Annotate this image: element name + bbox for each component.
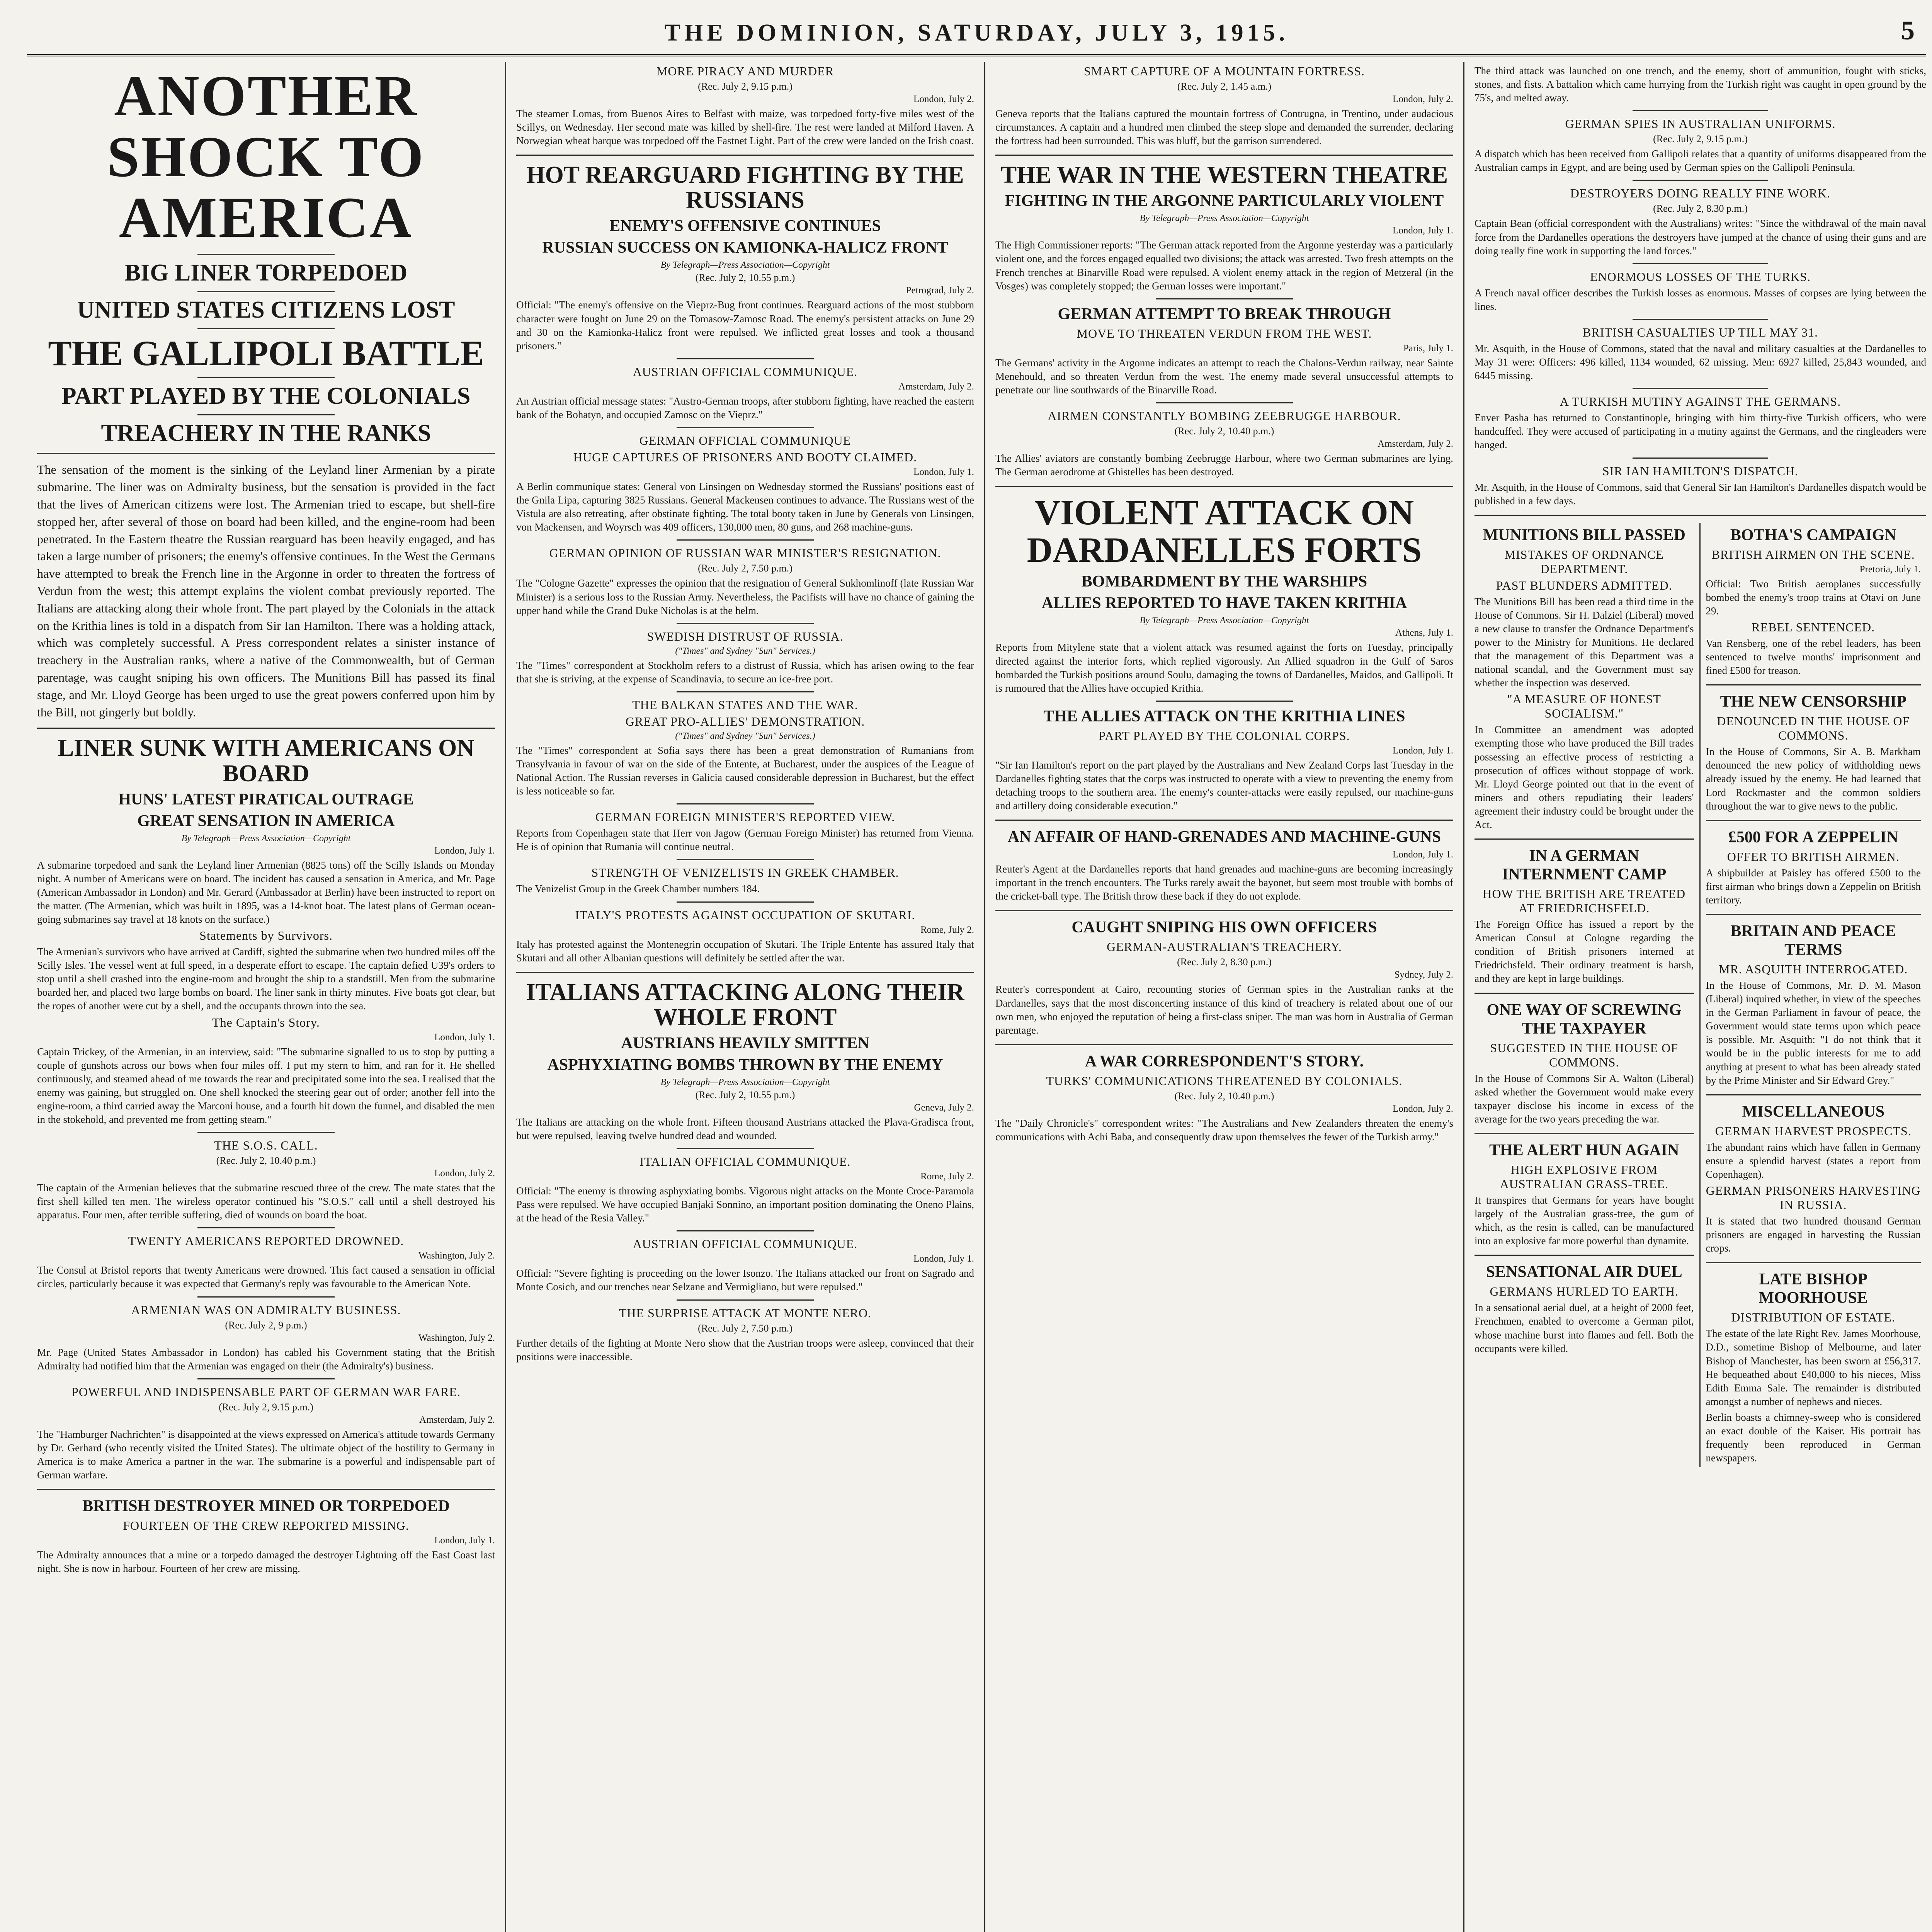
section-headline: A WAR CORRESPONDENT'S STORY. <box>1085 1052 1364 1070</box>
section-headline: BOTHA'S CAMPAIGN <box>1730 526 1896 544</box>
section-headline: BRITAIN AND PEACE TERMS <box>1730 922 1896 959</box>
divider <box>37 1489 495 1490</box>
credit-line: ("Times" and Sydney "Sun" Services.) <box>675 646 815 656</box>
section-subhead: AUSTRIAN OFFICIAL COMMUNIQUE. <box>633 1237 858 1251</box>
divider <box>516 972 974 973</box>
columns <box>27 62 1926 1932</box>
divider <box>197 414 335 415</box>
section-subhead: MISTAKES OF ORDNANCE DEPARTMENT. <box>1504 547 1664 576</box>
section-subhead: ITALY'S PROTESTS AGAINST OCCUPATION OF SKUTARI. <box>575 908 915 922</box>
divider <box>1706 820 1921 821</box>
divider <box>1633 388 1768 389</box>
liner-headline: LINER SUNK WITH AMERICANS ON BOARD <box>58 735 474 787</box>
section-subhead: FIGHTING IN THE ARGONNE PARTICULARLY VIOLENT <box>1005 192 1444 210</box>
received-date: (Rec. July 2, 1.45 a.m.) <box>1177 81 1272 92</box>
divider <box>1475 1133 1694 1134</box>
article-body: Mr. Asquith, in the House of Commons, said that General Sir Ian Hamilton's Dardanelles dispatch would be published in a few days. <box>1475 481 1926 507</box>
credit-line: By Telegraph—Press Association—Copyright <box>1139 616 1309 626</box>
divider <box>1475 993 1694 994</box>
dateline: Amsterdam, July 2. <box>898 381 974 392</box>
received-date: (Rec. July 2, 10.40 p.m.) <box>1174 1090 1274 1102</box>
section-subhead: ENORMOUS LOSSES OF THE TURKS. <box>1590 269 1811 284</box>
article-body: The captain of the Armenian believes that the submarine rescued three of the crew. The mate states that the first shell killed ten men. The wireless operator continued his "S.O.S." call until a shell destroyed his apparatus. Four men, after terrible suffering, died of wounds on board the boat. <box>37 1182 495 1221</box>
credit-line: By Telegraph—Press Association—Copyright <box>660 260 830 270</box>
divider <box>1475 1255 1694 1256</box>
section-subhead: GERMAN-AUSTRALIAN'S TREACHERY. <box>1107 940 1342 954</box>
section-headline: THE ALERT HUN AGAIN <box>1489 1141 1679 1159</box>
dateline: London, July 1. <box>913 1253 974 1264</box>
divider <box>197 377 335 378</box>
divider <box>197 1296 335 1298</box>
section-subhead: HOW THE BRITISH ARE TREATED AT FRIEDRICHSFELD. <box>1483 887 1686 915</box>
divider <box>677 803 814 804</box>
section-subhead: SIR IAN HAMILTON'S DISPATCH. <box>1602 464 1799 478</box>
section-headline: IN A GERMAN INTERNMENT CAMP <box>1502 847 1667 884</box>
section-subhead: AUSTRIAN OFFICIAL COMMUNIQUE. <box>633 364 858 379</box>
section-subhead: HIGH EXPLOSIVE FROM AUSTRALIAN GRASS-TREE. <box>1500 1162 1668 1191</box>
article-body: A submarine torpedoed and sank the Leyland liner Armenian (8825 tons) off the Scilly Islands on Monday night. A number of Americans were on board. The incident has caused a sensation in America, and Mr. Page (American Ambassador in London) and Mr. Gerard (Ambassador at Berlin) have been instructed to report on the matter. (The Armenian, which was built in 1895, was a 14-knot boat. The latest plans of German ocean-going submarines say travel at 18 knots on the surface.) <box>37 859 495 925</box>
dateline: London, July 2. <box>1393 94 1453 104</box>
dateline: Washington, July 2. <box>418 1250 495 1261</box>
section-headline: LATE BISHOP MOORHOUSE <box>1759 1270 1868 1307</box>
article-body: The Munitions Bill has been read a third time in the House of Commons. Sir H. Dalziel (Liberal) moved a new clause to transfer the Ordnance Department's power to the Ministry for Munitions. He declared that the management of this Department was a national scandal, and the Government must say whether the inspection was deserved. <box>1475 595 1694 689</box>
section-subhead: SWEDISH DISTRUST OF RUSSIA. <box>647 629 844 643</box>
section-headline: BRITISH DESTROYER MINED OR TORPEDOED <box>82 1497 450 1515</box>
article-body: Official: "The enemy is throwing asphyxiating bombs. Vigorous night attacks on the Monte Croce-Paramola Pass were repulsed. We have occupied Banjaki Sonnino, an important position dominating the Oneno Plains, at the head of the Resia Valley." <box>516 1185 974 1224</box>
received-date: (Rec. July 2, 7.50 p.m.) <box>698 563 793 574</box>
section-subhead: BRITISH AIRMEN ON THE SCENE. <box>1711 547 1915 561</box>
article-body: The Venizelist Group in the Greek Chamber numbers 184. <box>516 883 760 895</box>
headline-another-shock: ANOTHER SHOCK TO AMERICA <box>107 64 425 250</box>
section-subhead: MOVE TO THREATEN VERDUN FROM THE WEST. <box>1077 326 1372 340</box>
divider <box>1633 263 1768 264</box>
divider <box>1706 1262 1921 1263</box>
divider <box>516 155 974 156</box>
column-3 <box>985 62 1464 1932</box>
dateline: London, July 1. <box>434 845 495 856</box>
dateline: London, July 2. <box>434 1168 495 1179</box>
section-subhead: OFFER TO BRITISH AIRMEN. <box>1727 849 1900 864</box>
article-body: Official: "Severe fighting is proceeding on the lower Isonzo. The Italians attacked our front on Sagrado and Monte Cosich, and our trenches near Selzane and Vermigliano, but were repulsed." <box>516 1267 974 1293</box>
section-subhead: GERMAN OPINION OF RUSSIAN WAR MINISTER'S RESIGNATION. <box>549 546 941 560</box>
divider <box>677 623 814 624</box>
section-subhead: RUSSIAN SUCCESS ON KAMIONKA-HALICZ FRONT <box>542 239 948 257</box>
section-headline: ONE WAY OF SCREWING THE TAXPAYER <box>1486 1001 1682 1037</box>
article-body: The "Times" correspondent at Stockholm refers to a distrust of Russia, which has arisen owing to the fear that she is striving, at the expense of Scandinavia, to secure an ice-free port. <box>516 659 974 685</box>
dateline: London, July 1. <box>434 1535 495 1546</box>
divider <box>677 1148 814 1149</box>
received-date: (Rec. July 2, 10.55 p.m.) <box>695 1089 795 1100</box>
dateline: Petrograd, July 2. <box>906 285 974 296</box>
article-body: In Committee an amendment was adopted exempting those who have produced the Bill trades possessing an effective process of restricting a prosecution of offices without stoppage of work. Mr. Lloyd George pointed out that in the event of miners and others repudiating their leaders' agreement their industry could be brought under the Act. <box>1475 724 1694 830</box>
headline-gallipoli: THE GALLIPOLI BATTLE <box>48 333 484 373</box>
headline-us-citizens: UNITED STATES CITIZENS LOST <box>77 296 455 323</box>
article-body: It transpires that Germans for years have bought largely of the Australian grass-tree, the gum of which, as the resin is called, can be manufactured into an explosive far more powerful than dynamite. <box>1475 1194 1694 1247</box>
sub-column-right <box>1701 523 1927 1468</box>
section-subhead: GERMAN HARVEST PROSPECTS. <box>1715 1124 1912 1138</box>
section-headline: MISCELLANEOUS <box>1742 1102 1885 1121</box>
section-subhead: THE S.O.S. CALL. <box>214 1138 318 1153</box>
article-body: The Foreign Office has issued a report by the American Consul at Cologne regarding the condition of British prisoners interned at Friedrichsfeld. Their ordinary treatment is harsh, and they are kept in large buildings. <box>1475 918 1694 985</box>
section-subhead: PART PLAYED BY THE COLONIAL CORPS. <box>1099 728 1350 743</box>
article-body: Mr. Page (United States Ambassador in London) has cabled his Government stating that the British Admiralty had notified him that the Armenian was engaged on their (the Admiralty's) business. <box>37 1346 495 1372</box>
divider <box>995 1044 1453 1045</box>
section-subhead: SMART CAPTURE OF A MOUNTAIN FORTRESS. <box>1083 64 1365 78</box>
section-subhead: FOURTEEN OF THE CREW REPORTED MISSING. <box>123 1519 409 1533</box>
credit-line: ("Times" and Sydney "Sun" Services.) <box>675 731 815 741</box>
section-subhead: GERMAN OFFICIAL COMMUNIQUE <box>639 434 851 448</box>
dateline: Paris, July 1. <box>1403 343 1453 354</box>
article-body: A dispatch which has been received from Gallipoli relates that a quantity of uniforms disappeared from the Australian camps in Egypt, and are being used by German spies on the Gallipoli Peninsula. <box>1475 148 1926 173</box>
masthead <box>27 12 1926 56</box>
section-subhead: SUGGESTED IN THE HOUSE OF COMMONS. <box>1490 1041 1679 1069</box>
dateline: London, July 1. <box>1393 225 1453 236</box>
article-body: In a sensational aerial duel, at a height of 2000 feet, Frenchmen, enabled to overcome a German pilot, whose machine burst into flames and fell. Both the occupants were killed. <box>1475 1302 1694 1354</box>
divider <box>1633 457 1768 459</box>
section-headline: ITALIANS ATTACKING ALONG THEIR WHOLE FRONT <box>526 979 964 1031</box>
dateline: London, July 2. <box>1393 1103 1453 1114</box>
divider <box>37 453 495 454</box>
section-subhead: "A MEASURE OF HONEST SOCIALISM." <box>1507 692 1661 721</box>
section-subhead: THE ALLIES ATTACK ON THE KRITHIA LINES <box>1043 707 1405 725</box>
divider <box>1633 319 1768 320</box>
divider <box>1706 684 1921 685</box>
divider <box>677 539 814 541</box>
headline-treachery: TREACHERY IN THE RANKS <box>101 420 431 447</box>
divider <box>37 728 495 729</box>
article-body: Mr. Asquith, in the House of Commons, stated that the naval and military casualties at the Dardanelles to May 31 were: Officers: 496 killed, 1134 wounded, 62 missing. Men: 6927 killed, 25,843 wounded, and 6445 missing. <box>1475 342 1926 382</box>
section-subhead: Statements by Survivors. <box>199 929 333 943</box>
divider <box>677 691 814 692</box>
column-4 <box>1464 62 1926 1932</box>
article-body: Italy has protested against the Montenegrin occupation of Skutari. The Triple Entente has assured Italy that Skutari and all other Albanian questions will definitely be settled after the war. <box>516 938 974 964</box>
article-body: A shipbuilder at Paisley has offered £500 to the first airman who brings down a Zeppelin on British territory. <box>1706 867 1921 906</box>
article-body: Reports from Mitylene state that a violent attack was resumed against the forts on Tuesday, principally directed against the interior forts, which replied vigorously. An Allied squadron in the Gulf of Saros bombarded the Turkish positions around Soulu, damaging the towns of Dardanelles, Maidos, and Gallipoli. It is rumoured that the Allies have occupied Krithia. <box>995 641 1453 694</box>
dateline: London, July 1. <box>913 467 974 478</box>
section-subhead: TURKS' COMMUNICATIONS THREATENED BY COLONIALS. <box>1046 1073 1403 1088</box>
dateline: Amsterdam, July 2. <box>1378 439 1453 449</box>
article-body: The "Times" correspondent at Sofia says there has been a great demonstration of Rumanians from Transylvania in favour of war on the side of the Entente, at Bucharest, under the auspices of the League of National Action. The Russian reverses in Galicia caused considerable depression in Bucharest, but the effect is less noticeable so far. <box>516 744 974 797</box>
received-date: (Rec. July 2, 9.15 p.m.) <box>1653 133 1748 145</box>
section-subhead: AIRMEN CONSTANTLY BOMBING ZEEBRUGGE HARBOUR. <box>1048 409 1401 423</box>
dateline: Athens, July 1. <box>1395 628 1453 638</box>
article-body: Van Rensberg, one of the rebel leaders, has been sentenced to twelve months' imprisonment and fined £500 for treason. <box>1706 637 1921 677</box>
headline-colonials: PART PLAYED BY THE COLONIALS <box>61 383 471 410</box>
section-headline: THE NEW CENSORSHIP <box>1720 693 1906 711</box>
dateline: Rome, July 2. <box>920 1171 974 1182</box>
article-body: In the House of Commons, Sir A. B. Markham denounced the new policy of withholding news already issued by the enemy. He had learned that Lord Rockmaster and the common soldiers throughout the war to give news to the public. <box>1706 746 1921 812</box>
divider <box>1706 914 1921 915</box>
article-body: In the House of Commons, Mr. D. M. Mason (Liberal) inquired whether, in view of the speeches in the German Parliament in favour of peace, the Government would state terms upon which peace is possible. Mr. Asquith: "I do not think that it would be in the public interests for me to add anything at present to what has been already stated by the Prime Minister and Sir Edward Grey." <box>1706 980 1921 1086</box>
section-subhead: ARMENIAN WAS ON ADMIRALTY BUSINESS. <box>131 1303 401 1317</box>
divider <box>677 1299 814 1301</box>
section-subhead: GERMAN SPIES IN AUSTRALIAN UNIFORMS. <box>1565 117 1836 131</box>
section-headline: AN AFFAIR OF HAND-GRENADES AND MACHINE-GUNS <box>1007 828 1441 846</box>
section-subhead: PAST BLUNDERS ADMITTED. <box>1496 578 1672 592</box>
divider <box>677 1230 814 1231</box>
received-date: (Rec. July 2, 8.30 p.m.) <box>1177 956 1272 968</box>
article-body: Official: "The enemy's offensive on the Vieprz-Bug front continues. Rearguard actions of the most stubborn character were fought on June 29 on the Tomasow-Zamosc Road. The enemy's persistent attacks on June 29 and 30 on the Kamionka-Halicz front were repulsed. We inflicted great losses and took a thousand prisoners." <box>516 299 974 352</box>
received-date: (Rec. July 2, 9.15 p.m.) <box>698 81 793 92</box>
divider <box>995 486 1453 487</box>
liner-subhead: HUNS' LATEST PIRATICAL OUTRAGE <box>118 790 414 808</box>
section-subhead: GREAT PRO-ALLIES' DEMONSTRATION. <box>625 714 865 728</box>
article-body: The Germans' activity in the Argonne indicates an attempt to reach the Chalons-Verdun railway, near Sainte Menehould, and so threaten Verdun from the west. The enemy made several unsuccessful attempts to penetrate our line southwards of the Binarville Road. <box>995 357 1453 396</box>
received-date: (Rec. July 2, 9.15 p.m.) <box>219 1401 313 1413</box>
section-subhead: HUGE CAPTURES OF PRISONERS AND BOOTY CLAIMED. <box>573 450 917 464</box>
section-subhead: GERMANS HURLED TO EARTH. <box>1490 1284 1679 1299</box>
credit-line: By Telegraph—Press Association—Copyright <box>1139 213 1309 224</box>
divider <box>197 328 335 329</box>
article-body: Reports from Copenhagen state that Herr von Jagow (German Foreign Minister) has returned from Vienna. He is of opinion that Rumania will continue neutral. <box>516 827 974 853</box>
divider <box>197 254 335 255</box>
divider <box>1475 838 1694 840</box>
section-subhead: TWENTY AMERICANS REPORTED DROWNED. <box>128 1234 404 1248</box>
sub-column-left <box>1475 523 1701 1468</box>
article-body: The third attack was launched on one trench, and the enemy, short of ammunition, fought with sticks, stones, and fists. A battalion which came hurrying from the Turkish right was caught in open ground by the 75's, and melted away. <box>1475 65 1926 104</box>
section-subhead: BRITISH CASUALTIES UP TILL MAY 31. <box>1583 325 1818 339</box>
divider <box>1475 515 1926 516</box>
section-subhead: THE SURPRISE ATTACK AT MONTE NERO. <box>619 1306 872 1320</box>
section-subhead: THE BALKAN STATES AND THE WAR. <box>632 697 858 712</box>
section-subhead: REBEL SENTENCED. <box>1752 620 1875 634</box>
divider <box>677 358 814 359</box>
section-headline: THE WAR IN THE WESTERN THEATRE <box>1000 162 1448 189</box>
received-date: (Rec. July 2, 7.50 p.m.) <box>698 1322 793 1334</box>
section-subhead: The Captain's Story. <box>212 1015 320 1029</box>
section-subhead: ENEMY'S OFFENSIVE CONTINUES <box>609 217 881 235</box>
article-body: The estate of the late Right Rev. James Moorhouse, D.D., sometime Bishop of Melbourne, and later Bishop of Manchester, has been sworn at £56,317. He bequeathed about £40,000 to his nieces, Miss Edith Emma Sale. The remainder is distributed amongst a number of nephews and nieces. <box>1706 1328 1921 1407</box>
article-body: An Austrian official message states: "Austro-German troops, after stubborn fighting, have reached the eastern bank of the Bohatyn, and occupied Zamosc on the Vieprz." <box>516 395 974 420</box>
article-body: The Allies' aviators are constantly bombing Zeebrugge Harbour, where two German submarines are lying. The German aerodrome at Ghistelles has been destroyed. <box>995 452 1453 478</box>
section-headline: MUNITIONS BILL PASSED <box>1483 526 1685 544</box>
column-1 <box>27 62 506 1932</box>
lead-summary: The sensation of the moment is the sinking of the Leyland liner Armenian by a pirate submarine. The liner was on Admiralty business, but the sensation is provided in the fact that the lives of American citizens were lost. The Armenian tried to escape, but shell-fire stopped her, after several of those on board had been killed, and the engine-room had been penetrated. In the Eastern theatre the Russian rearguard has been heavily engaged, and has taken a large number of prisoners; the enemy's offensive continues. In the West the Germans have attempted to break the French line in the Argonne in order to threaten the fortress of Verdun from the west; this attempt explains the violent combat previously reported. The Italians are attacking along their whole front. The part played by the Colonials in the attack on the Krithia lines is told in a dispatch from Sir Ian Hamilton. There was a holding attack, which was completely successful. A Press correspondent relates a sinister instance of treachery in the Australian ranks, where a native of the Commonwealth, but of German parentage, was caught sniping his own officers. The Munitions Bill has passed its final stage, and Mr. Lloyd George has been urged to use the great powers conferred upon him by the Bill, not gingerly but boldly. <box>37 463 495 719</box>
article-body: The "Hamburger Nachrichten" is disappointed at the views expressed on America's attitude towards Germany by Dr. Gerhard (who recently visited the United States). The ultimate object of the hostility to Germany in America is to make America a partner in the war. The submarine is a powerful and indispensable part of German warfare. <box>37 1428 495 1481</box>
section-headline: SENSATIONAL AIR DUEL <box>1486 1263 1682 1281</box>
dateline: Pretoria, July 1. <box>1859 564 1921 575</box>
divider <box>677 901 814 903</box>
divider <box>197 1132 335 1133</box>
section-subhead: DENOUNCED IN THE HOUSE OF COMMONS. <box>1717 714 1910 743</box>
credit-line: By Telegraph—Press Association—Copyright <box>660 1077 830 1087</box>
article-body: Official: Two British aeroplanes successfully bombed the enemy's troop trains at Otavi on June 29. <box>1706 578 1921 617</box>
column-2 <box>506 62 985 1932</box>
section-subhead: STRENGTH OF VENIZELISTS IN GREEK CHAMBER. <box>591 866 899 880</box>
dateline: London, July 1. <box>434 1032 495 1043</box>
divider <box>1706 1094 1921 1095</box>
article-body: Captain Trickey, of the Armenian, in an interview, said: "The submarine signalled to us to stop by putting a couple of gunshots across our bows when four miles off. I put my stern to him, and ran for it. He shelled continuously, and steamed ahead of me towards the rear and precipitated some into the sea. I realised that the enemy was gaining, but struggled on. One shell knocked the steering gear out of order; another fell into the engine-room, a third carried away the Marconi house, and a fourth hit down the funnel, and disabled the men in the stokehold, and prevented me from getting steam." <box>37 1046 495 1126</box>
dateline: London, July 1. <box>1393 745 1453 756</box>
dateline: Rome, July 2. <box>920 924 974 935</box>
divider <box>197 1227 335 1228</box>
divider <box>1156 402 1293 403</box>
divider <box>1633 110 1768 111</box>
section-subhead: POWERFUL AND INDISPENSABLE PART OF GERMAN WAR FARE. <box>71 1384 461 1399</box>
article-body: A Berlin communique states: General von Linsingen on Wednesday stormed the Russians' positions east of the Gnila Lipa, capturing 3825 Russians. General Mackensen continues to advance. The Russians west of the Vistula are also retreating, after obstinate fighting. The total booty taken in June by Generals von Linsingen, von Mackensen, and Woyrsch was 409 officers, 130,000 men, 80 guns, and 268 machine-guns. <box>516 481 974 533</box>
page-number: 5 <box>1901 16 1918 46</box>
section-subhead: A TURKISH MUTINY AGAINST THE GERMANS. <box>1560 395 1841 409</box>
divider <box>1633 180 1768 181</box>
article-body: The "Daily Chronicle's" correspondent writes: "The Australians and New Zealanders threaten the enemy's communications with Achi Baba, and consequently draw upon themselves the fewer of the Turkish army." <box>995 1117 1453 1143</box>
section-subhead: BOMBARDMENT BY THE WARSHIPS <box>1081 573 1367 591</box>
article-body: The abundant rains which have fallen in Germany ensure a splendid harvest (states a report from Copenhagen). <box>1706 1141 1921 1180</box>
divider <box>1156 298 1293 299</box>
article-body: Reuter's Agent at the Dardanelles reports that hand grenades and machine-guns are becoming increasingly important in the trench encounters. The Turks rarely await the bayonet, but seem most trouble with bombs of the cricket-ball type. The British throw these back if they do not explode. <box>995 863 1453 902</box>
article-body: The Italians are attacking on the whole front. Fifteen thousand Austrians attacked the Plava-Gradisca front, but were repulsed, leaving twelve hundred dead and wounded. <box>516 1116 974 1141</box>
received-date: (Rec. July 2, 10.40 p.m.) <box>1174 425 1274 437</box>
article-body: The Consul at Bristol reports that twenty Americans were drowned. This fact caused a sensation in official circles, particularly because it was expected that Germany's reply was favourable to the American Note. <box>37 1264 495 1290</box>
article-body: A French naval officer describes the Turkish losses as enormous. Masses of corpses are lying between the lines. <box>1475 287 1926 312</box>
section-subhead: ALLIES REPORTED TO HAVE TAKEN KRITHIA <box>1041 594 1407 612</box>
section-subhead: MORE PIRACY AND MURDER <box>656 64 834 78</box>
received-date: (Rec. July 2, 10.55 p.m.) <box>695 272 795 284</box>
dateline: Sydney, July 2. <box>1394 969 1453 980</box>
section-subhead: ASPHYXIATING BOMBS THROWN BY THE ENEMY <box>547 1056 943 1074</box>
divider <box>677 427 814 428</box>
section-subhead: GERMAN FOREIGN MINISTER'S REPORTED VIEW. <box>595 810 895 824</box>
section-headline: CAUGHT SNIPING HIS OWN OFFICERS <box>1071 918 1377 937</box>
article-body: Enver Pasha has returned to Constantinople, bringing with him thirty-five Turkish officers, who were handcuffed. They were accused of participating in a mutiny against the Germans, and the ringleaders were hanged. <box>1475 412 1926 451</box>
section-headline: VIOLENT ATTACK ON DARDANELLES FORTS <box>1027 493 1422 570</box>
divider <box>677 859 814 860</box>
dateline: London, July 1. <box>1393 849 1453 860</box>
section-subhead: AUSTRIANS HEAVILY SMITTEN <box>621 1034 869 1052</box>
article-body: Further details of the fighting at Monte Nero show that the Austrian troops were asleep, convinced that their positions were inaccessible. <box>516 1337 974 1362</box>
divider <box>1156 701 1293 702</box>
article-body: Captain Bean (official correspondent with the Australians) writes: "Since the withdrawal of the main naval force from the Dardanelles operations the destroyers have jumped at the chance of using their guns and are doing really fine work in supporting the land forces." <box>1475 218 1926 257</box>
article-body: It is stated that two hundred thousand German prisoners are engaged in harvesting the Russian crops. <box>1706 1215 1921 1254</box>
article-body: The Armenian's survivors who have arrived at Cardiff, sighted the submarine when two hundred miles off the Scilly Isles. The vessel went at full speed, in a desperate effort to escape. The captain defied U39's orders to stop until a shell crashed into the engine-room and brought the ship to a standstill. Men from the submarine boarded her, and placed two large bombs on board. The liner sank in thirty minutes. Five boats got clear, but the ropes of another were cut by a shell, and the occupants thrown into the sea. <box>37 946 495 1012</box>
article-body: Reuter's correspondent at Cairo, recounting stories of German spies in the Australian ranks at the Dardanelles, says that the most disconcerting instance of this kind of treachery is related about one of our own men, who enjoyed the reputation of being a first-class sniper. The man was born in Australia of German parentage. <box>995 983 1453 1036</box>
dateline: London, July 2. <box>913 94 974 104</box>
article-body: Geneva reports that the Italians captured the mountain fortress of Contrugna, in Trentino, under audacious circumstances. A captain and a hundred men climbed the steep slope and demanded the surrender, declaring the fortress had been surrounded. This was bluff, but the garrison surrendered. <box>995 108 1453 147</box>
section-subhead: DESTROYERS DOING REALLY FINE WORK. <box>1570 186 1831 201</box>
section-subhead: DISTRIBUTION OF ESTATE. <box>1731 1310 1896 1325</box>
article-body: In the House of Commons Sir A. Walton (Liberal) asked whether the Government would make every taxpayer disclose his income in excess of the average for the two years preceding the war. <box>1475 1072 1694 1125</box>
section-subhead: MR. ASQUITH INTERROGATED. <box>1719 962 1908 976</box>
article-body: The High Commissioner reports: "The German attack reported from the Argonne yesterday was a particularly violent one, and the forces engaged equalled two divisions; the attack was arrested. Two fresh attempts on the French trenches at Binarville Road were repulsed. A violent enemy attack in the region of Metzeral (in the Vosges) was completely stopped; the German losses were important." <box>995 239 1453 292</box>
section-headline: £500 FOR A ZEPPELIN <box>1728 828 1898 846</box>
article-body: The Admiralty announces that a mine or a torpedo damaged the destroyer Lightning off the East Coast last night. She is now in harbour. Fourteen of her crew are missing. <box>37 1549 495 1575</box>
section-subhead: GERMAN PRISONERS HARVESTING IN RUSSIA. <box>1706 1184 1921 1212</box>
sub-columns <box>1475 523 1926 1468</box>
received-date: (Rec. July 2, 10.40 p.m.) <box>216 1155 316 1167</box>
section-subhead: GERMAN ATTEMPT TO BREAK THROUGH <box>1058 305 1391 323</box>
credit-line: By Telegraph—Press Association—Copyright <box>181 833 351 844</box>
dateline: Geneva, July 2. <box>914 1102 974 1113</box>
divider <box>995 910 1453 911</box>
divider <box>197 1378 335 1379</box>
dateline: Amsterdam, July 2. <box>419 1414 495 1425</box>
article-body: "Sir Ian Hamilton's report on the part played by the Australians and New Zealand Corps last Tuesday in the Dardanelles fighting states that the corps was instructed to operate with a view to preventing the enemy from detaching troops to the southern area. The enemy's counter-attacks were easily repulsed, our machine-guns and artillery doing considerable execution." <box>995 759 1453 812</box>
dateline: Washington, July 2. <box>418 1332 495 1343</box>
section-headline: HOT REARGUARD FIGHTING BY THE RUSSIANS <box>526 162 964 214</box>
divider <box>995 820 1453 821</box>
received-date: (Rec. July 2, 9 p.m.) <box>225 1319 307 1331</box>
section-subhead: ITALIAN OFFICIAL COMMUNIQUE. <box>639 1155 851 1169</box>
masthead-title: THE DOMINION, SATURDAY, JULY 3, 1915. <box>664 19 1289 46</box>
article-body: The "Cologne Gazette" expresses the opinion that the resignation of General Sukhomlinoff (late Russian War Minister) is a serious loss to the Russian Army. Nevertheless, the Pacifists will have no chance of gaining the upper hand while the Grand Duke Nicholas is at the helm. <box>516 577 974 616</box>
divider <box>197 291 335 292</box>
divider <box>995 155 1453 156</box>
article-body: Berlin boasts a chimney-sweep who is considered an exact double of the Kaiser. His portrait has frequently been reproduced in German newspapers. <box>1706 1411 1921 1464</box>
headline-big-liner: BIG LINER TORPEDOED <box>124 259 408 286</box>
received-date: (Rec. July 2, 8.30 p.m.) <box>1653 203 1748 214</box>
liner-subhead-2: GREAT SENSATION IN AMERICA <box>137 812 395 830</box>
article-body: The steamer Lomas, from Buenos Aires to Belfast with maize, was torpedoed forty-five miles west of the Scillys, on Wednesday. Her second mate was killed by shell-fire. The rest were landed at Milford Haven. A Norwegian wheat barque was torpedoed off the Fastnet Light. Part of the crew were landed on the Irish coast. <box>516 108 974 147</box>
